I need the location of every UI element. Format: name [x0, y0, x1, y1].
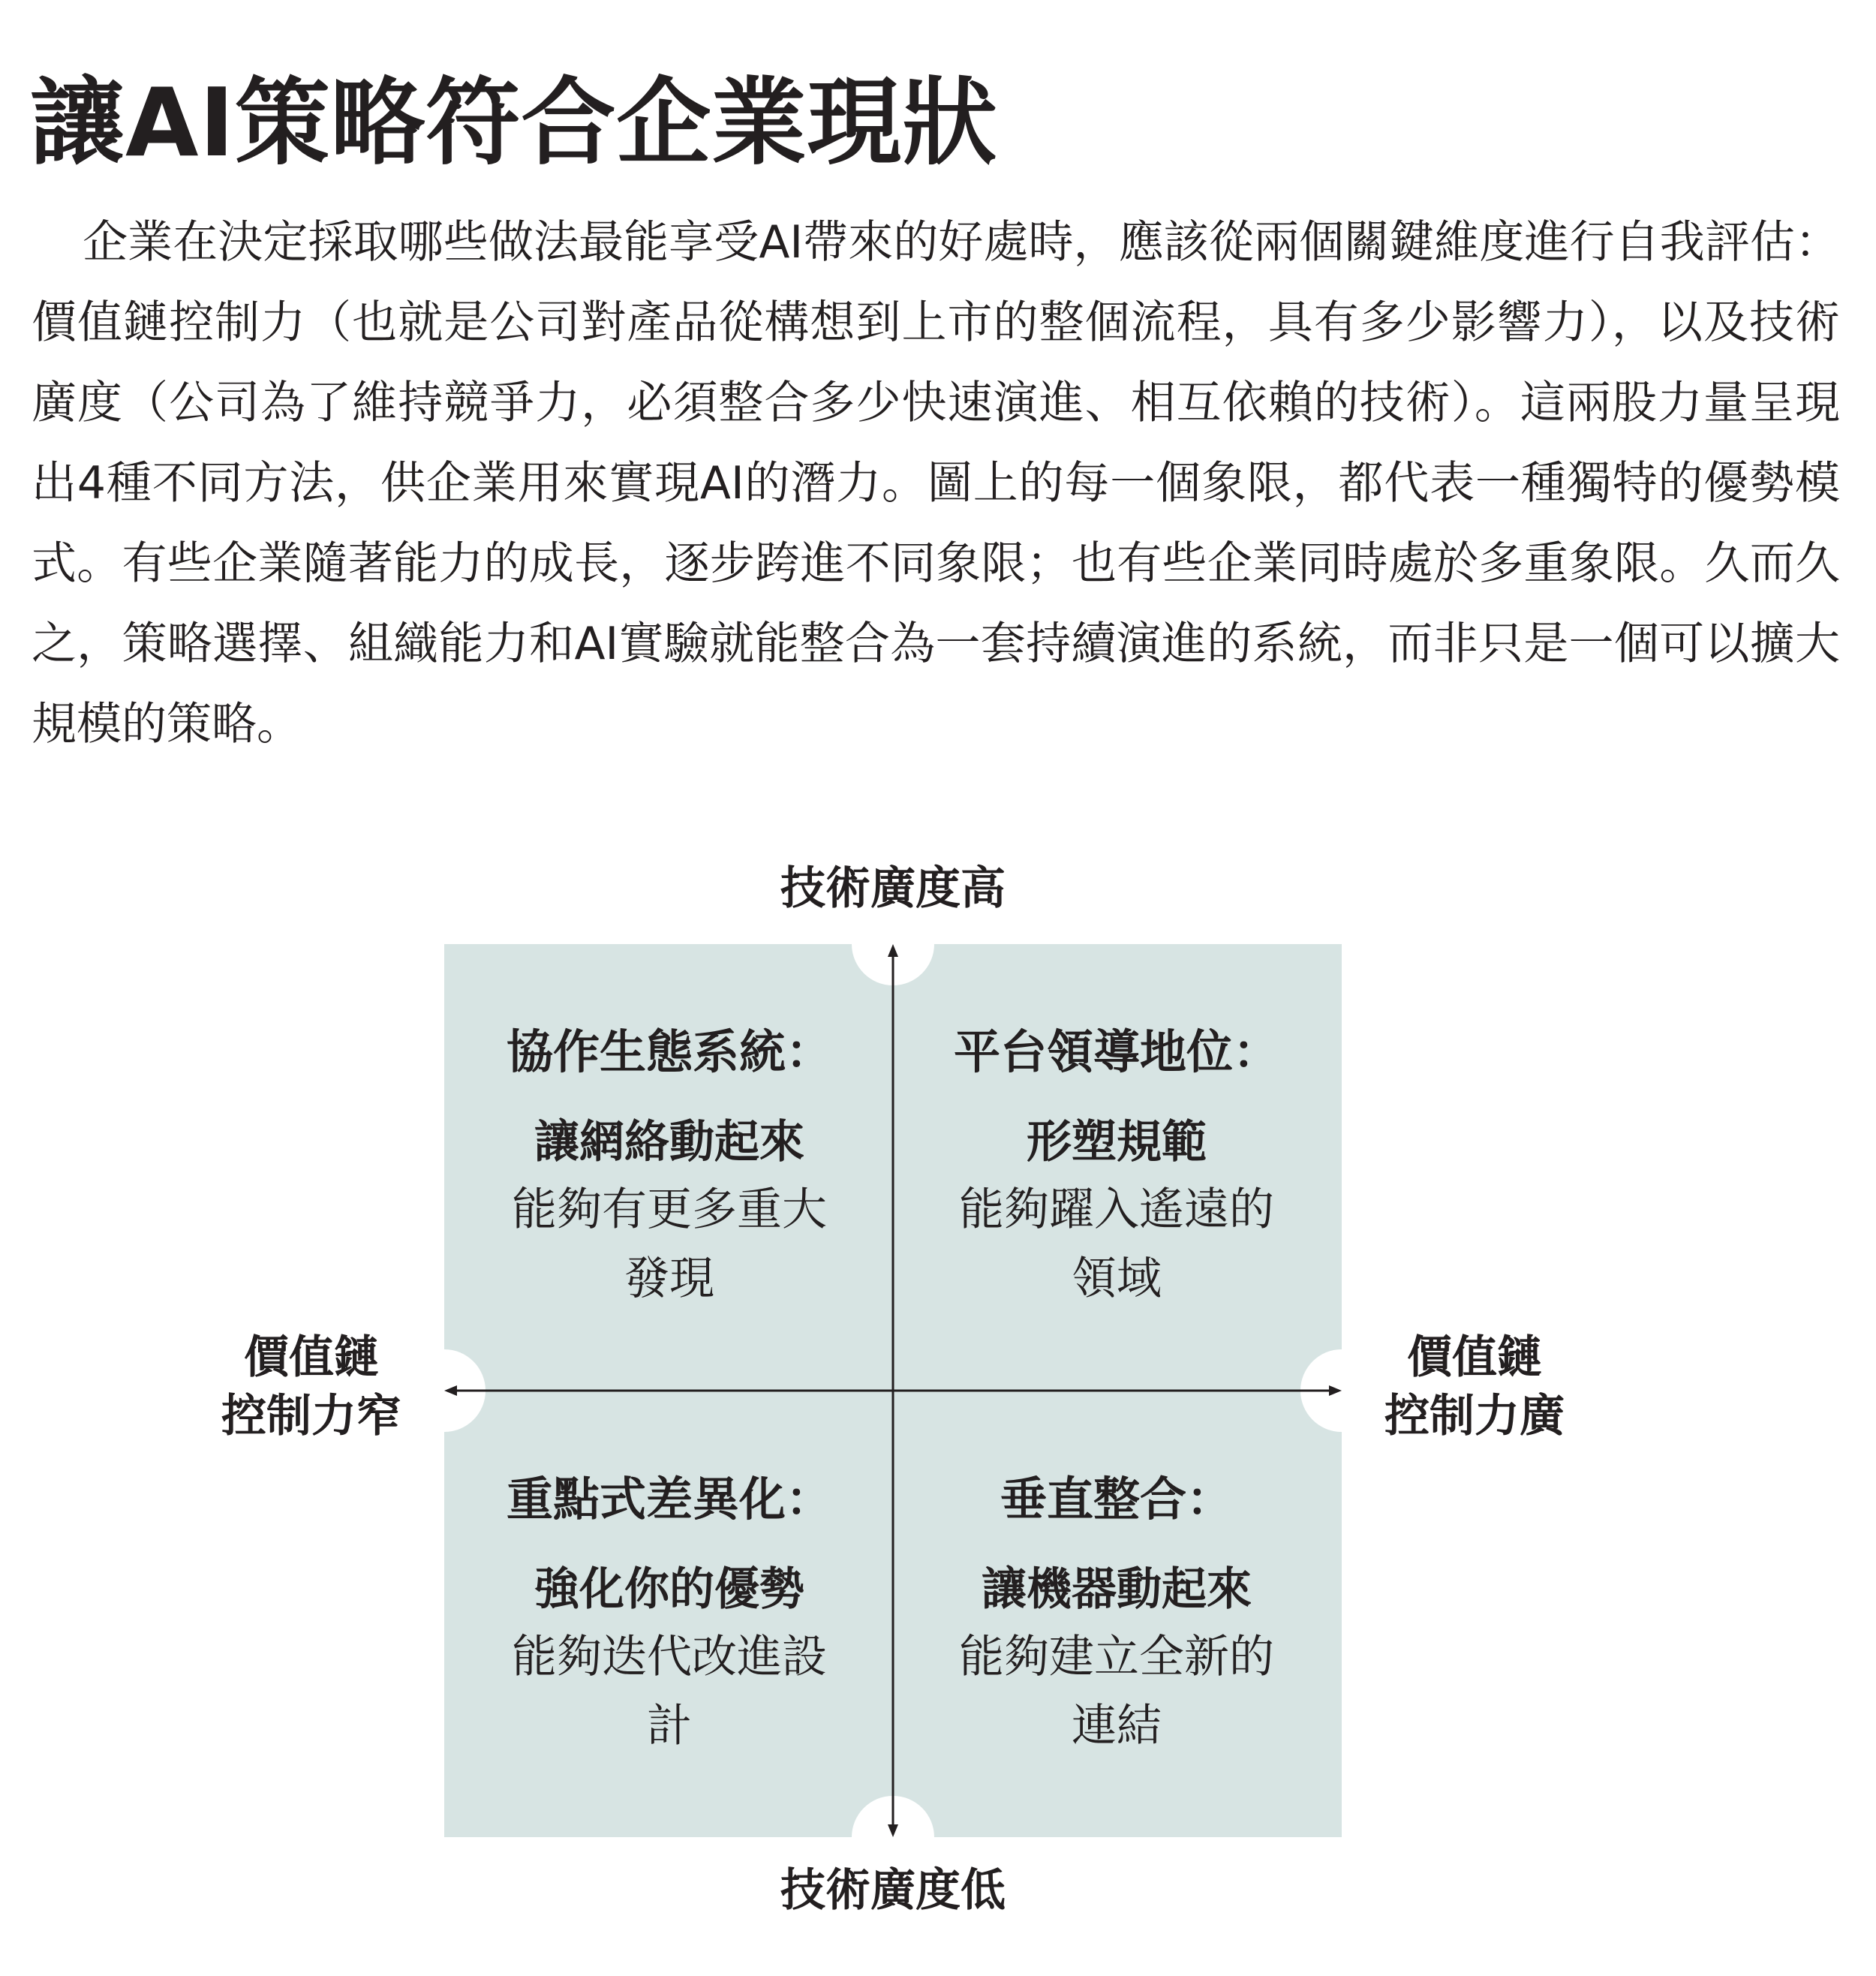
quadrant-title: 重點式差異化：	[506, 1472, 832, 1526]
quadrant-description: 能夠有更多重大發現	[512, 1183, 827, 1305]
quadrant-top-right	[906, 1022, 1327, 1313]
quadrant-description: 能夠躍入遙遠的領域	[959, 1183, 1274, 1305]
quadrant-description: 能夠迭代改進設計	[512, 1631, 827, 1752]
axis-label-right-line1: 價值鏈	[1407, 1331, 1542, 1384]
quadrant-subtitle: 讓機器動起來	[982, 1563, 1252, 1616]
axis-label-left	[191, 1328, 431, 1445]
axis-label-right	[1354, 1328, 1595, 1445]
axis-label-right-line2: 控制力廣	[1384, 1390, 1565, 1442]
quadrant-bottom-right	[906, 1469, 1327, 1761]
quadrant-title: 協作生態系統：	[506, 1024, 832, 1079]
axis-label-bottom: 技術廣度低	[780, 1864, 1006, 1917]
quadrant-subtitle: 讓網絡動起來	[534, 1116, 804, 1168]
quadrant-bottom-left	[459, 1469, 879, 1761]
intro-paragraph	[32, 203, 1840, 765]
page-title: 讓AI策略符合企業現狀	[30, 68, 998, 178]
quadrant-top-left	[459, 1022, 879, 1313]
quadrant-title: 垂直整合：	[1000, 1472, 1233, 1526]
intro-paragraph-text: 企業在決定採取哪些做法最能享受AI帶來的好處時，應該從兩個關鍵維度進行自我評估：價值鏈控制力（也就是公司對產品從構想到上市的整個流程，具有多少影響力），以及技術廣度（公司為了維持競爭力，必須整合多少快速演進、相互依賴的技術）。這兩股力量呈現出4種不同方法，供企業用來實現AI的潛力。圖上的每一個象限，都代表一種獨特的優勢模式。有些企業隨著能力的成長，逐步跨進不同象限；也有些企業同時處於多重象限。久而久之，策略選擇、組織能力和AI實驗就能整合為一套持續演進的系統，而非只是一個可以擴大規模的策略。	[32, 216, 1840, 750]
quadrant-title: 平台領導地位：	[953, 1024, 1279, 1079]
quadrant-subtitle: 強化你的優勢	[534, 1563, 804, 1616]
axis-label-left-line2: 控制力窄	[221, 1390, 401, 1442]
axis-label-top: 技術廣度高	[780, 862, 1006, 915]
quadrant-subtitle: 形塑規範	[1027, 1116, 1207, 1168]
axis-label-left-line1: 價值鏈	[244, 1331, 379, 1384]
quadrant-description: 能夠建立全新的連結	[959, 1631, 1274, 1752]
